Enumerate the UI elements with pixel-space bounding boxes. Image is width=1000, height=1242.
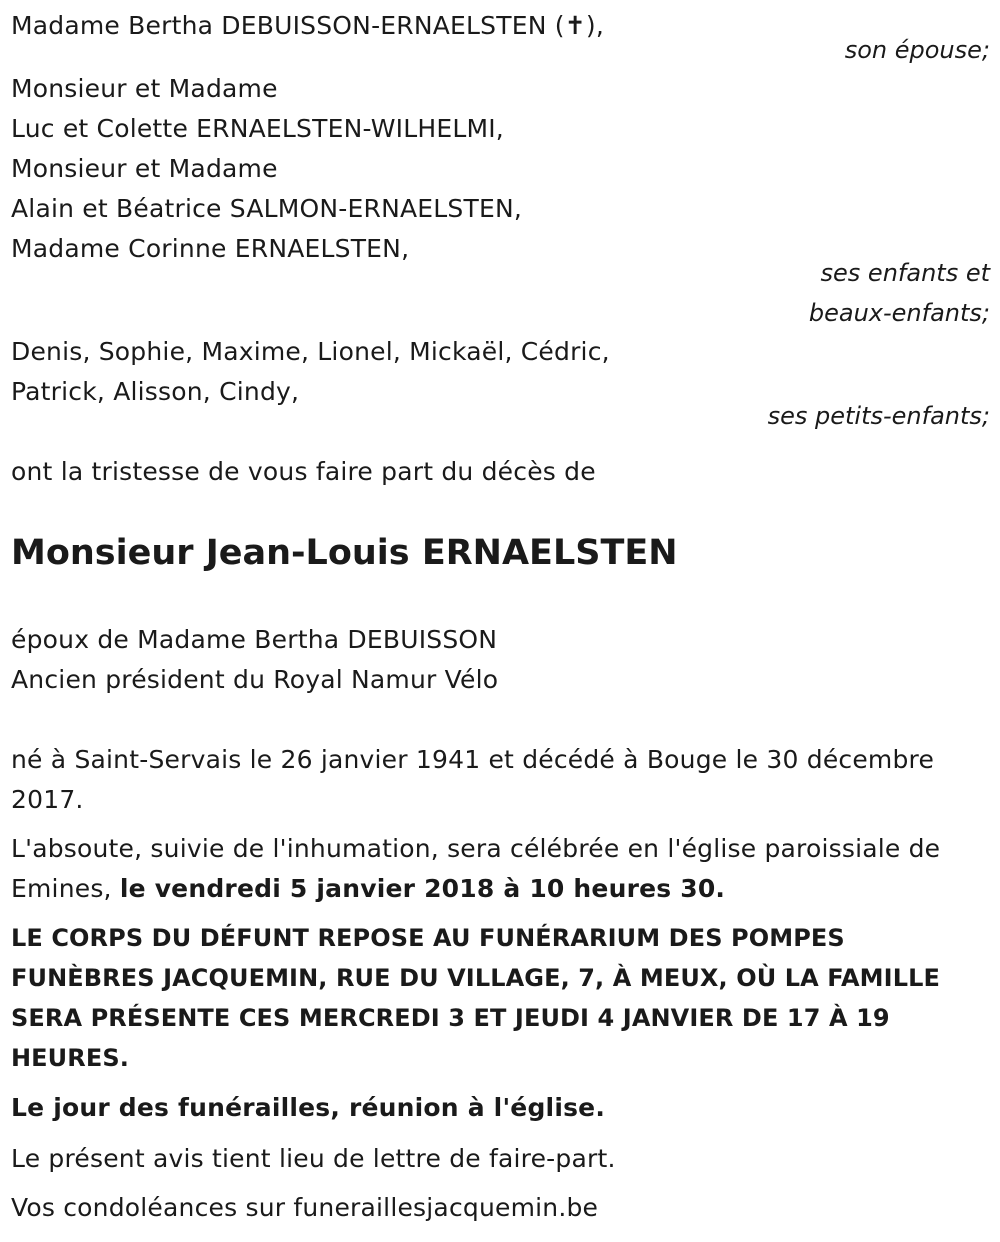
children-line-5: Madame Corinne ERNAELSTEN, — [11, 234, 410, 263]
grandchildren-line-1: Denis, Sophie, Maxime, Lionel, Mickaël, Cédric, — [11, 337, 610, 366]
letter-notice-line: Le présent avis tient lieu de lettre de faire-part. — [11, 1144, 616, 1173]
children-line-2: Luc et Colette ERNAELSTEN-WILHELMI, — [11, 114, 504, 143]
children-role-1: ses enfants et — [820, 259, 990, 287]
rest-line-3: SERA PRÉSENTE CES MERCREDI 3 ET JEUDI 4 JANVIER DE 17 À 19 — [11, 1004, 890, 1032]
rest-line-2: FUNÈBRES JACQUEMIN, RUE DU VILLAGE, 7, À MEUX, OÙ LA FAMILLE — [11, 964, 940, 992]
ceremony-date: le vendredi 5 janvier 2018 à 10 heures 30. — [119, 874, 726, 903]
grandchildren-line-2: Patrick, Alisson, Cindy, — [11, 377, 300, 406]
ceremony-line-1: L'absoute, suivie de l'inhumation, sera célébrée en l'église paroissiale de — [11, 834, 941, 863]
birth-death-line-1: né à Saint-Servais le 26 janvier 1941 et décédé à Bouge le 30 décembre — [11, 745, 935, 774]
spouse-role: son épouse; — [844, 36, 990, 64]
children-line-4: Alain et Béatrice SALMON-ERNAELSTEN, — [11, 194, 522, 223]
ceremony-place: Emines, — [11, 874, 112, 903]
rest-line-4: HEURES. — [11, 1044, 129, 1072]
rest-line-1: LE CORPS DU DÉFUNT REPOSE AU FUNÉRARIUM DES POMPES — [11, 924, 845, 952]
children-role-2: beaux-enfants; — [808, 299, 990, 327]
condolences-line: Vos condoléances sur funeraillesjacquemin.be — [11, 1193, 599, 1222]
birth-death-line-2: 2017. — [11, 785, 84, 814]
deceased-name: Monsieur Jean-Louis ERNAELSTEN — [11, 533, 678, 573]
grandchildren-role: ses petits-enfants; — [767, 402, 990, 430]
spouse-line: Madame Bertha DEBUISSON-ERNAELSTEN (✝), — [11, 11, 604, 40]
ceremony-line-2 — [11, 869, 725, 909]
children-line-3: Monsieur et Madame — [11, 154, 278, 183]
meeting-line: Le jour des funérailles, réunion à l'église. — [11, 1093, 606, 1122]
former-title-line: Ancien président du Royal Namur Vélo — [11, 665, 499, 694]
children-line-1: Monsieur et Madame — [11, 74, 278, 103]
announcement-text: ont la tristesse de vous faire part du décès de — [11, 457, 596, 486]
husband-of-line: époux de Madame Bertha DEBUISSON — [11, 625, 498, 654]
